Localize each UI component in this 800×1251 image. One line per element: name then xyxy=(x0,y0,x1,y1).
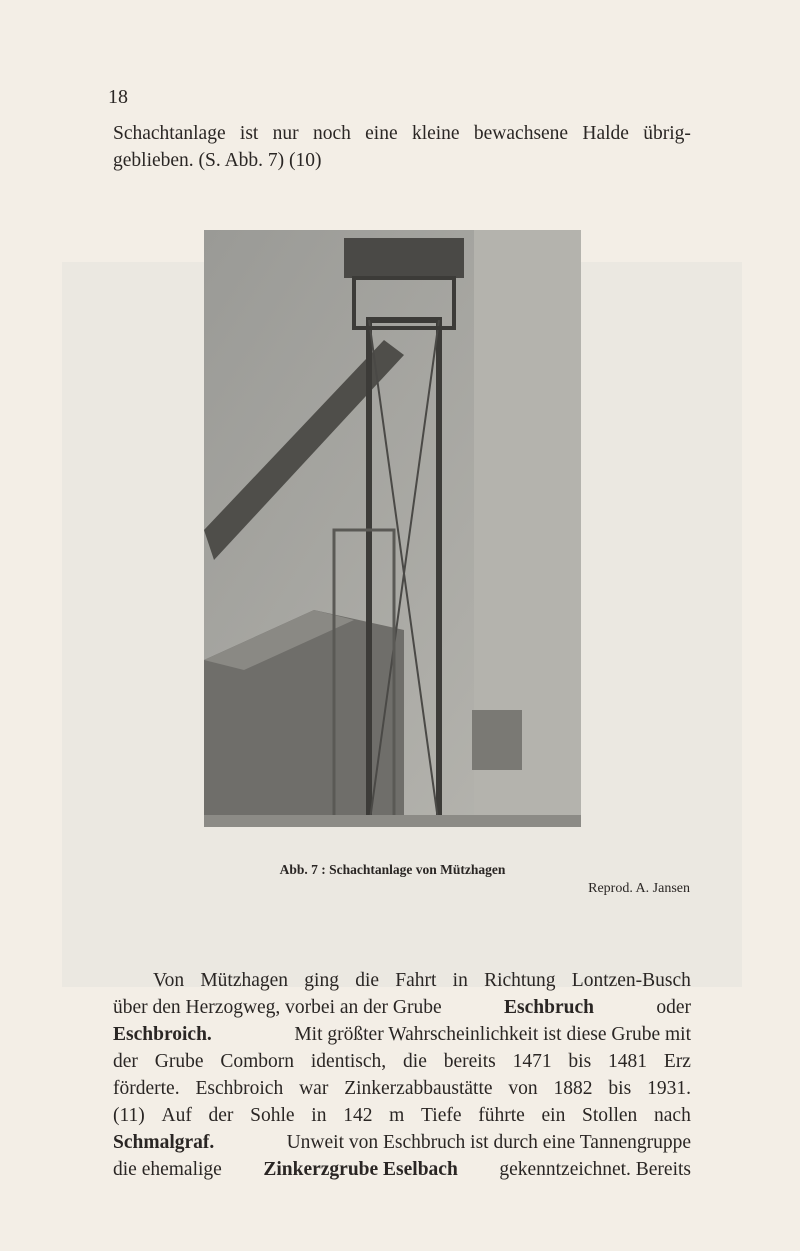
word: noch xyxy=(312,123,351,144)
word: bis xyxy=(608,1078,632,1099)
mine-name-eschbruch: Eschbruch xyxy=(504,997,594,1018)
page-number: 18 xyxy=(108,86,128,108)
word: Tiefe xyxy=(421,1105,462,1126)
word: führte xyxy=(478,1105,525,1126)
place-schmalgraf: Schmalgraf. xyxy=(113,1132,215,1153)
body-line-2 xyxy=(113,994,691,1021)
word: m xyxy=(389,1105,405,1126)
word: Fahrt xyxy=(395,970,437,991)
body-line-5 xyxy=(113,1075,691,1102)
word: der xyxy=(113,1051,138,1072)
figure-caption: Abb. 7 : Schachtanlage von Mützhagen xyxy=(279,862,506,877)
word: Richtung xyxy=(484,970,556,991)
word: der xyxy=(208,1105,234,1126)
body-line-3 xyxy=(113,1021,691,1048)
word: 142 xyxy=(343,1105,373,1126)
word: Erz xyxy=(663,1051,691,1072)
intro-line-1 xyxy=(113,120,691,147)
word: Zinkerzabbaustätte xyxy=(344,1078,493,1099)
word: ist xyxy=(239,123,259,144)
word: 1471 xyxy=(512,1051,552,1072)
word: bewachsene xyxy=(473,123,569,144)
word: Eschbroich xyxy=(195,1078,284,1099)
mine-name-eschbroich: Eschbroich. xyxy=(113,1024,212,1045)
word: Mützhagen xyxy=(200,970,289,991)
figure-photo-mine-shaft xyxy=(204,230,581,827)
text: Unweit von Eschbruch ist durch eine Tannengruppe xyxy=(286,1132,691,1153)
text: über den Herzogweg, vorbei an der Grube xyxy=(113,997,442,1018)
body-line-6 xyxy=(113,1102,691,1129)
word: bereits xyxy=(443,1051,496,1072)
word: nach xyxy=(654,1105,691,1126)
word: 1931. xyxy=(647,1078,691,1099)
intro-line-2: geblieben. (S. Abb. 7) (10) xyxy=(113,150,322,171)
word: Halde xyxy=(582,123,629,144)
word: Grube xyxy=(154,1051,204,1072)
text: die ehemalige xyxy=(113,1159,222,1180)
body-line-1 xyxy=(113,967,691,994)
word: von xyxy=(508,1078,538,1099)
word: Lontzen-Busch xyxy=(571,970,691,991)
word: kleine xyxy=(411,123,460,144)
text: Mit größter Wahrscheinlichkeit ist diese Grube mit xyxy=(294,1024,691,1045)
word: förderte. xyxy=(113,1078,180,1099)
word: bis xyxy=(568,1051,592,1072)
word: ein xyxy=(541,1105,566,1126)
word: Sohle xyxy=(250,1105,295,1126)
word: Von xyxy=(153,970,185,991)
word: in xyxy=(311,1105,327,1126)
body-line-7 xyxy=(113,1129,691,1156)
word: in xyxy=(452,970,468,991)
word: Comborn xyxy=(220,1051,295,1072)
word: die xyxy=(403,1051,427,1072)
body-line-4 xyxy=(113,1048,691,1075)
word: war xyxy=(299,1078,329,1099)
word: Stollen xyxy=(582,1105,638,1126)
word: Schachtanlage xyxy=(113,123,226,144)
body-line-8 xyxy=(113,1156,691,1183)
word: Auf xyxy=(161,1105,192,1126)
word: übrig- xyxy=(643,123,691,144)
word: 1882 xyxy=(553,1078,593,1099)
mine-name-eselbach: Zinkerzgrube Eselbach xyxy=(263,1159,458,1180)
figure-credit: Reprod. A. Jansen xyxy=(588,881,690,896)
text: oder xyxy=(656,997,691,1018)
word: die xyxy=(355,970,380,991)
word: ging xyxy=(304,970,339,991)
text: gekenntzeichnet. Bereits xyxy=(499,1159,691,1180)
word: eine xyxy=(365,123,398,144)
word: identisch, xyxy=(310,1051,387,1072)
word: 1481 xyxy=(608,1051,648,1072)
word: nur xyxy=(272,123,299,144)
word: (11) xyxy=(113,1105,145,1126)
